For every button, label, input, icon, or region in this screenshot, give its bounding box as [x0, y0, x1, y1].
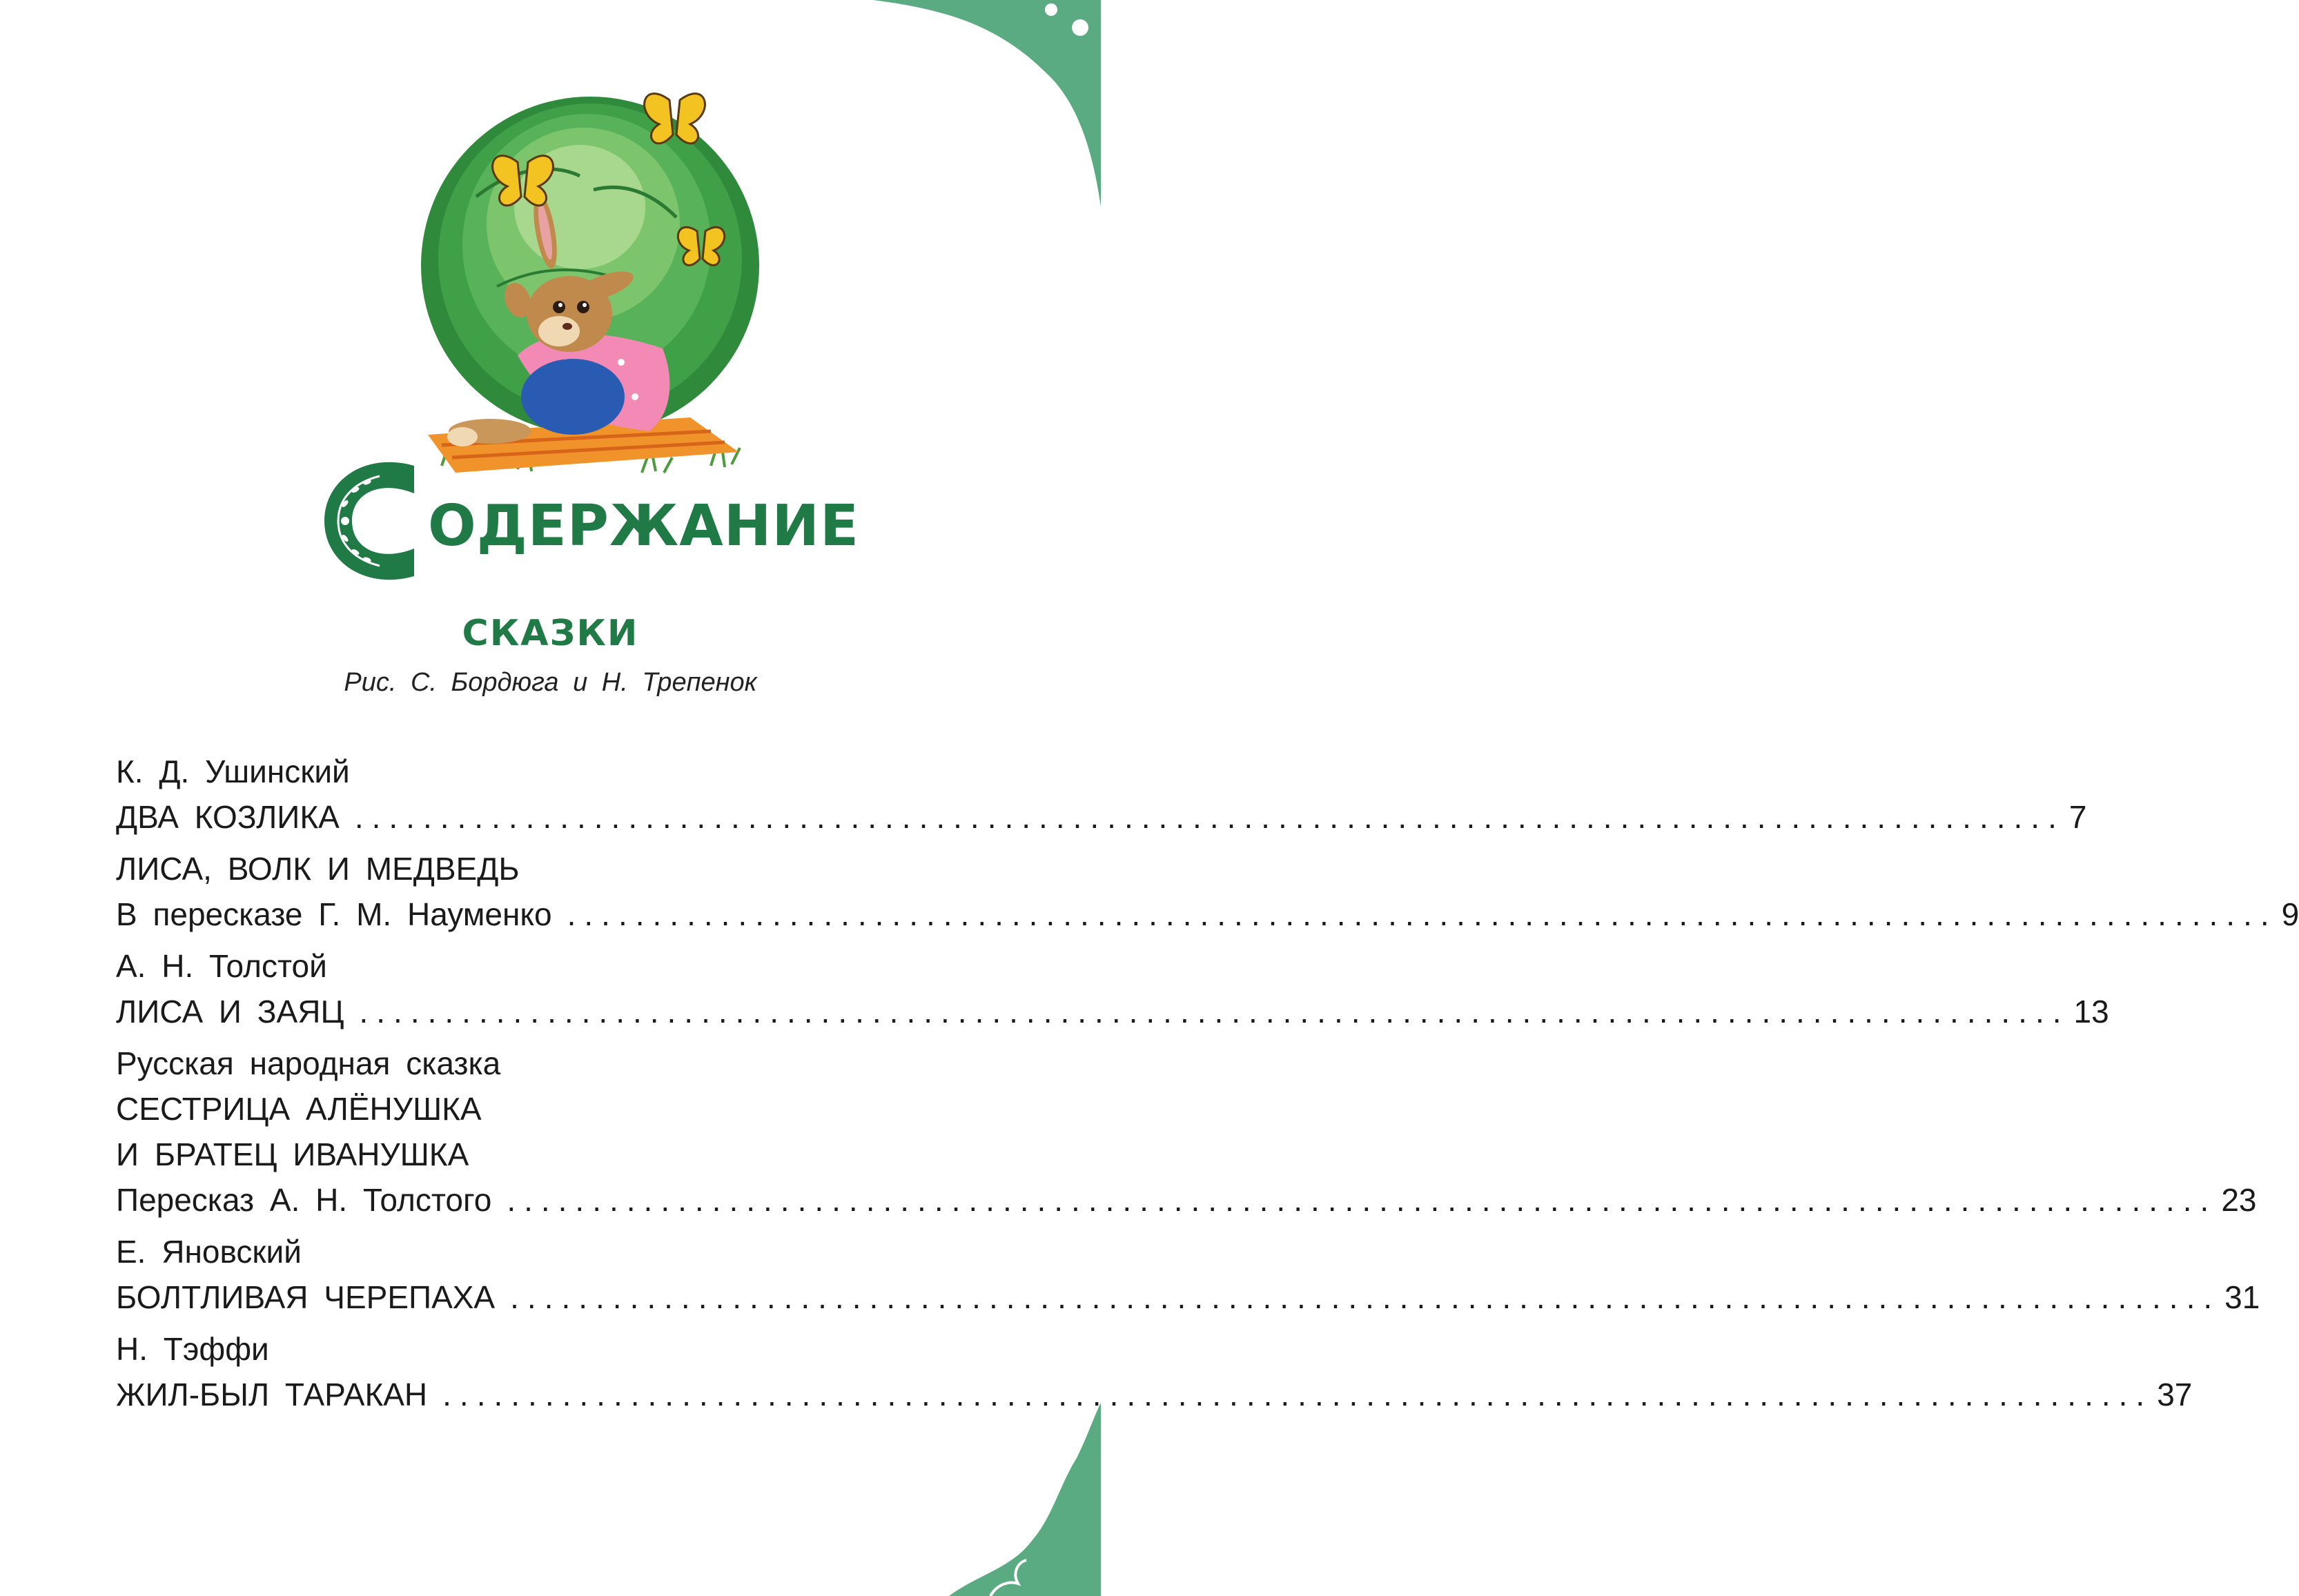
toc-author: Русская народная сказка	[116, 1045, 501, 1081]
toc-page-number: 7	[2068, 799, 2087, 835]
toc-page-number: 37	[2157, 1377, 2193, 1412]
toc-title: В пересказе Г. М. Науменко	[116, 896, 552, 932]
toc-author: К. Д. Ушинский	[116, 753, 350, 789]
toc-title-line: ЛИСА, ВОЛК И МЕДВЕДЬ	[116, 851, 520, 887]
illustrators-credit: Рис. С. Бордюга и Н. Трепенок	[344, 668, 757, 697]
toc-leader-dots: ....................................................................................................	[567, 896, 2278, 932]
toc-leader-dots: ....................................................................................................	[507, 1182, 2218, 1218]
toc-entry[interactable]	[116, 1177, 2257, 1223]
toc-page-number: 9	[2281, 896, 2299, 932]
toc-title: ЛИСА И ЗАЯЦ	[116, 994, 344, 1029]
toc-title-line: И БРАТЕЦ ИВАНУШКА	[116, 1136, 469, 1172]
decorative-border-bottom	[949, 1403, 1101, 1596]
toc-entry[interactable]	[116, 989, 2109, 1034]
toc-title-line: СЕСТРИЦА АЛЁНУШКА	[116, 1091, 482, 1127]
toc-author: А. Н. Толстой	[116, 948, 327, 984]
ornamental-letter-c	[324, 452, 421, 590]
toc-title: ДВА КОЗЛИКА	[116, 799, 340, 835]
toc-entry[interactable]	[116, 1372, 2193, 1417]
heading-text: ОДЕРЖАНИЕ	[428, 493, 859, 559]
toc-title: БОЛТЛИВАЯ ЧЕРЕПАХА	[116, 1279, 496, 1315]
decorative-border-top	[873, 0, 1101, 207]
toc-author: Е. Яновский	[116, 1234, 302, 1270]
table-of-contents	[116, 749, 2299, 1417]
bunny-cabbage-illustration	[414, 59, 766, 480]
toc-leader-dots: ....................................................................................................	[510, 1279, 2221, 1315]
toc-page-number: 31	[2224, 1279, 2260, 1315]
toc-entry[interactable]	[116, 1274, 2260, 1320]
page-heading	[324, 452, 859, 590]
toc-entry[interactable]	[116, 794, 2087, 840]
toc-author: Н. Тэффи	[116, 1331, 269, 1367]
toc-title: ЖИЛ-БЫЛ ТАРАКАН	[116, 1377, 428, 1412]
toc-entry[interactable]	[116, 891, 2299, 937]
toc-leader-dots: ....................................................................................................	[359, 994, 2070, 1029]
toc-title: Пересказ А. Н. Толстого	[116, 1182, 492, 1218]
toc-page-number: 13	[2073, 994, 2109, 1029]
toc-leader-dots: ....................................................................................................	[442, 1377, 2153, 1412]
section-title: СКАЗКИ	[462, 613, 639, 654]
toc-leader-dots: ....................................................................................................	[354, 799, 2065, 835]
toc-page-number: 23	[2221, 1182, 2257, 1218]
